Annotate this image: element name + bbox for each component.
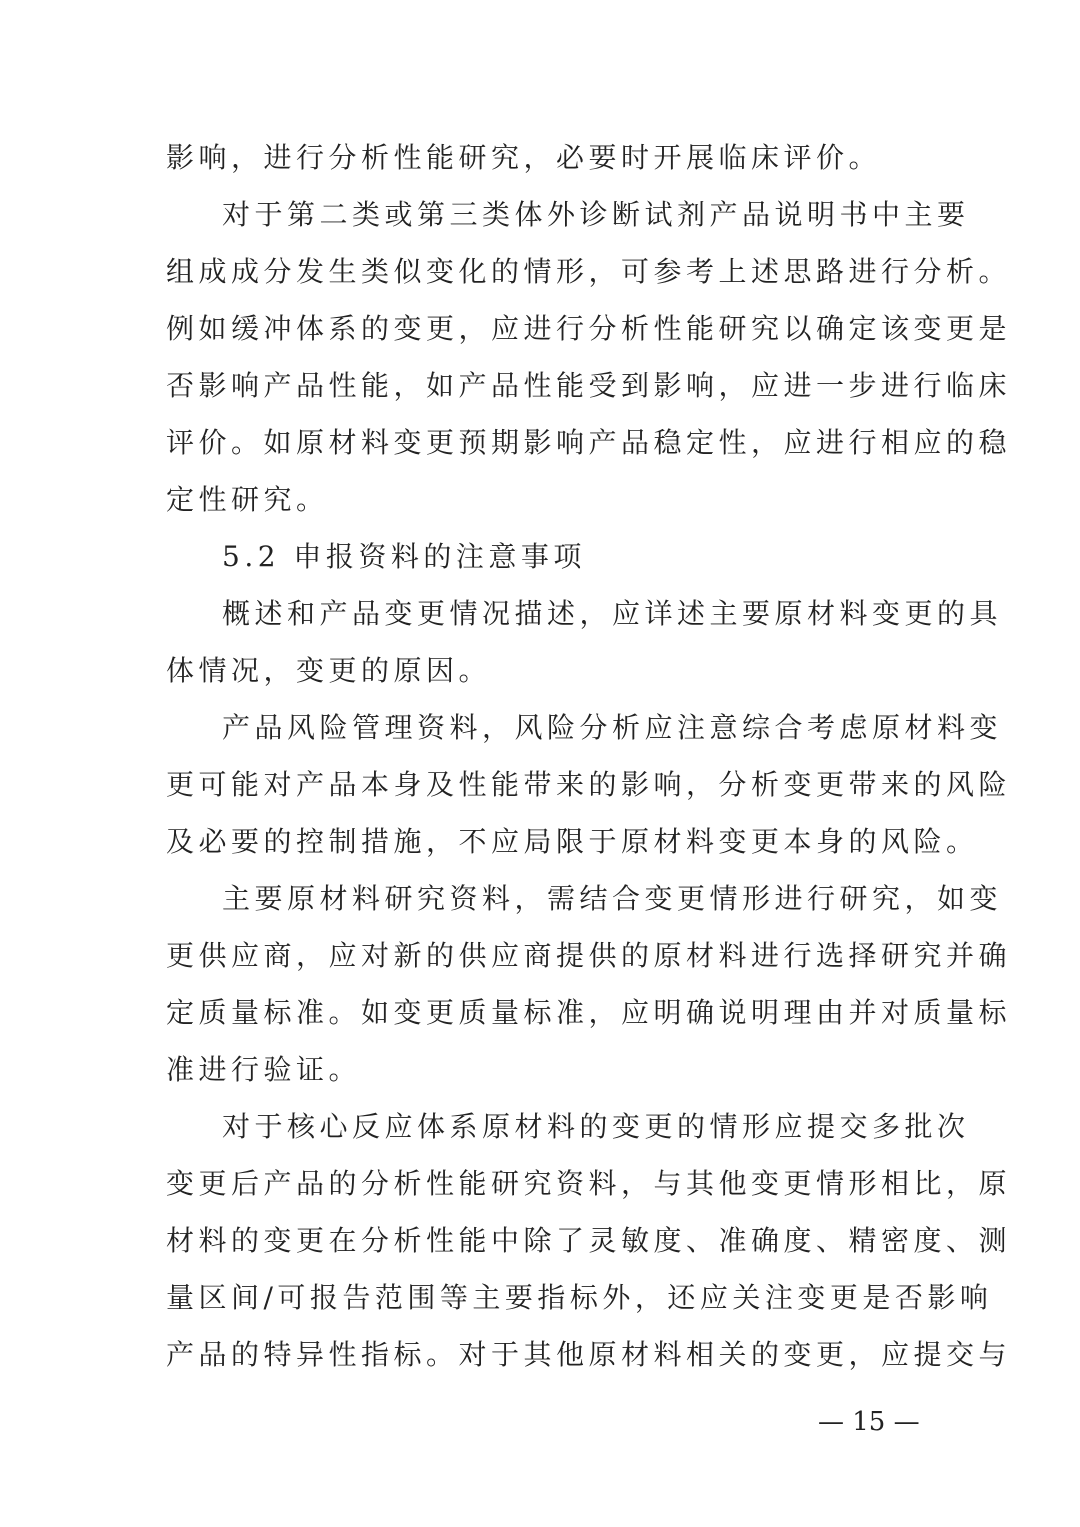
paragraph-line: 体情况，变更的原因。 xyxy=(166,654,492,687)
paragraph-line: 量区间/可报告范围等主要指标外，还应关注变更是否影响 xyxy=(166,1281,993,1314)
paragraph-line: 主要原材料研究资料，需结合变更情形进行研究，如变 xyxy=(222,882,1003,915)
paragraph-line: 更可能对产品本身及性能带来的影响，分析变更带来的风险 xyxy=(166,768,1012,801)
paragraph-line: 否影响产品性能，如产品性能受到影响，应进一步进行临床 xyxy=(166,369,1012,402)
paragraph-line: 概述和产品变更情况描述，应详述主要原材料变更的具 xyxy=(222,597,1003,630)
paragraph-line: 准进行验证。 xyxy=(166,1053,362,1086)
paragraph-line: 组成成分发生类似变化的情形，可参考上述思路进行分析。 xyxy=(166,255,1012,288)
paragraph-line: 材料的变更在分析性能中除了灵敏度、准确度、精密度、测 xyxy=(166,1224,1012,1257)
paragraph-line: 评价。如原材料变更预期影响产品稳定性，应进行相应的稳 xyxy=(166,426,1012,459)
section-heading: 5.2 申报资料的注意事项 xyxy=(222,540,586,573)
paragraph-line: 产品风险管理资料，风险分析应注意综合考虑原材料变 xyxy=(222,711,1003,744)
paragraph-line: 对于核心反应体系原材料的变更的情形应提交多批次 xyxy=(222,1110,970,1143)
page-number: — 15 — xyxy=(818,1407,920,1437)
paragraph-line: 及必要的控制措施，不应局限于原材料变更本身的风险。 xyxy=(166,825,979,858)
paragraph-line: 变更后产品的分析性能研究资料，与其他变更情形相比，原 xyxy=(166,1167,1012,1200)
paragraph-line: 产品的特异性指标。对于其他原材料相关的变更，应提交与 xyxy=(166,1338,1012,1371)
paragraph-line: 定质量标准。如变更质量标准，应明确说明理由并对质量标 xyxy=(166,996,1012,1029)
paragraph-line: 定性研究。 xyxy=(166,483,329,516)
paragraph-line: 更供应商，应对新的供应商提供的原材料进行选择研究并确 xyxy=(166,939,1012,972)
paragraph-line: 例如缓冲体系的变更，应进行分析性能研究以确定该变更是 xyxy=(166,312,1012,345)
paragraph-line: 影响，进行分析性能研究，必要时开展临床评价。 xyxy=(166,141,882,174)
paragraph-line: 对于第二类或第三类体外诊断试剂产品说明书中主要 xyxy=(222,198,970,231)
